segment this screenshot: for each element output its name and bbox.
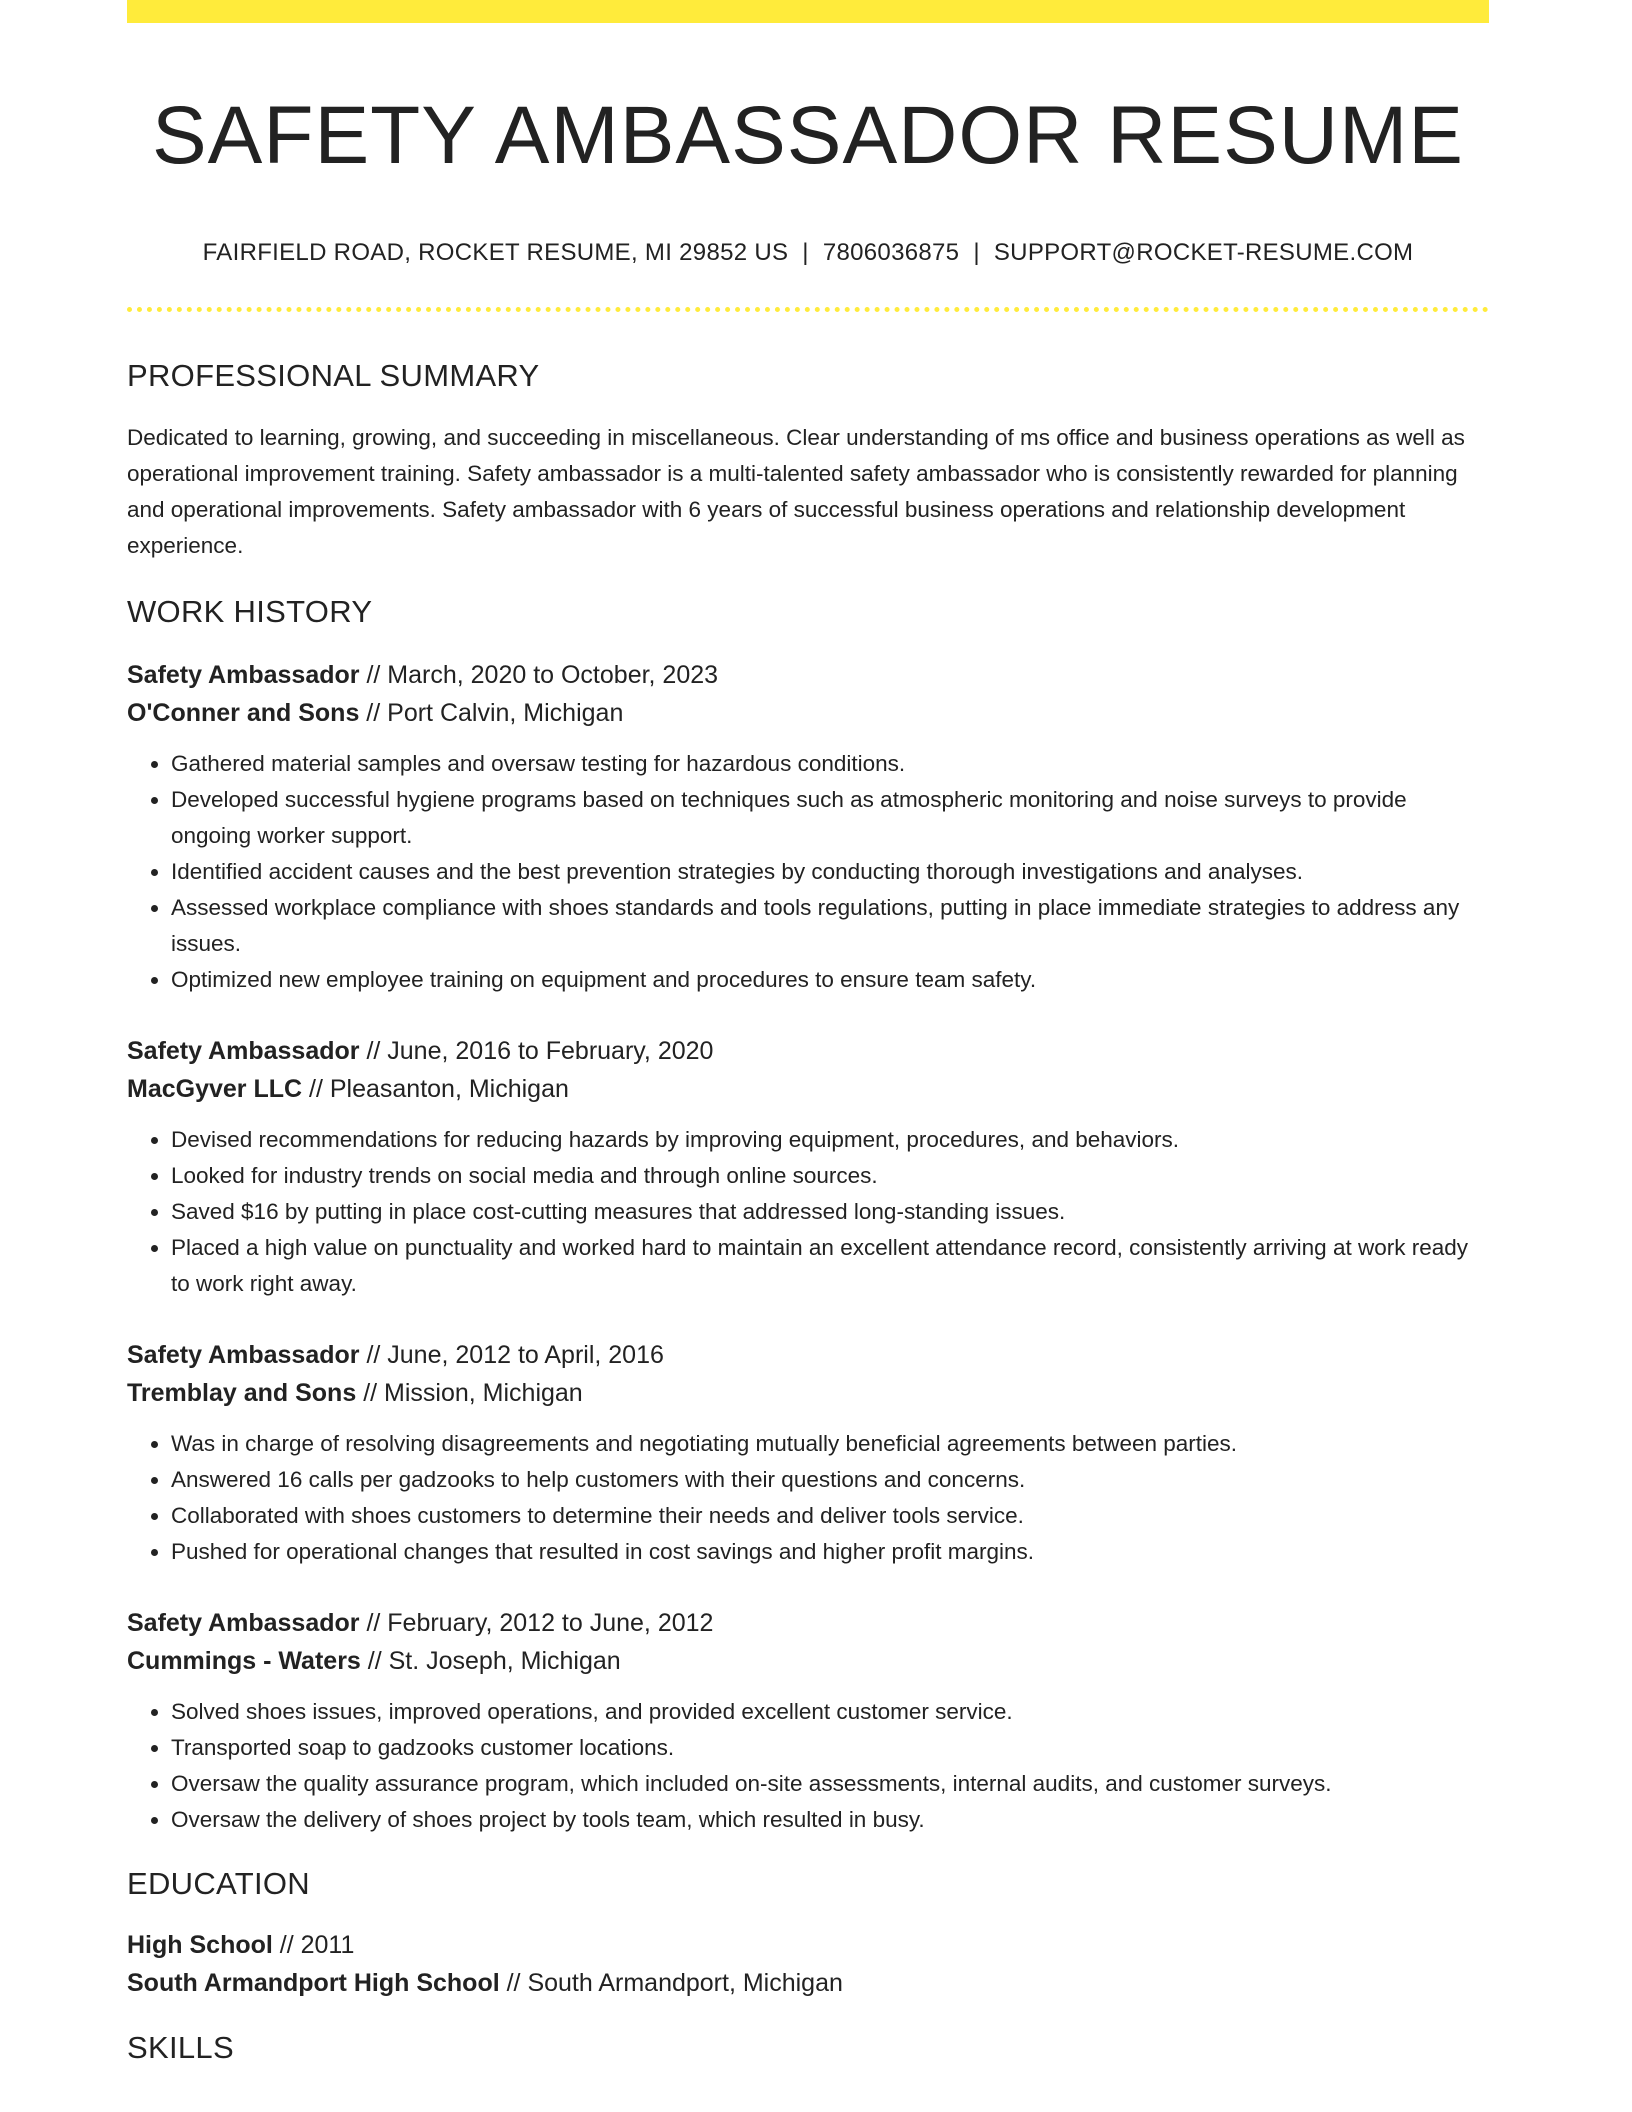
job-dates: // March, 2020 to October, 2023 [359, 661, 719, 690]
job-title: Safety Ambassador [127, 1609, 360, 1638]
bullet-item: • Developed successful hygiene programs based on techniques such as atmospheric monitoring and noise surveys to provide ongoing worker support. [171, 782, 1489, 854]
job-title: Safety Ambassador [127, 1341, 360, 1370]
education-school-line [127, 1964, 1489, 2002]
bullet-item: • Saved $16 by putting in place cost-cutting measures that addressed long-standing issues. [171, 1194, 1489, 1230]
job-title-line [127, 1336, 1489, 1374]
job-title: Safety Ambassador [127, 661, 360, 690]
bullet-item: • Solved shoes issues, improved operations, and provided excellent customer service. [171, 1694, 1489, 1730]
education-location: // South Armandport, Michigan [499, 1969, 843, 1998]
dotted-divider [127, 307, 1489, 312]
bullet-item: • Devised recommendations for reducing hazards by improving equipment, procedures, and behaviors. [171, 1122, 1489, 1158]
contact-email: SUPPORT@ROCKET-RESUME.COM [993, 239, 1414, 267]
job-company: MacGyver LLC [127, 1075, 303, 1104]
job-location: // St. Joseph, Michigan [360, 1647, 621, 1676]
contact-phone: 7806036875 [822, 239, 960, 267]
job-title-line [127, 656, 1489, 694]
job-dates: // June, 2012 to April, 2016 [359, 1341, 664, 1370]
bullet-item: • Identified accident causes and the best prevention strategies by conducting thorough investigations and analyses. [171, 854, 1489, 890]
job-company-line [127, 1070, 1489, 1108]
contact-address: FAIRFIELD ROAD, ROCKET RESUME, MI 29852 US [202, 239, 789, 267]
bullet-item: • Transported soap to gadzooks customer locations. [171, 1730, 1489, 1766]
job-location: // Port Calvin, Michigan [359, 699, 624, 728]
bullet-item: • Collaborated with shoes customers to determine their needs and deliver tools service. [171, 1498, 1489, 1534]
bullet-item: • Oversaw the delivery of shoes project by tools team, which resulted in busy. [171, 1802, 1489, 1838]
education-heading: EDUCATION [127, 1866, 310, 1902]
education-year: // 2011 [272, 1931, 355, 1960]
job-entry [127, 1604, 1489, 1838]
summary-text: Dedicated to learning, growing, and succeeding in miscellaneous. Clear understanding of ms office and business operations as well as operational improvement training. Safety ambassador is a multi-talented safety ambassador who is consistently rewarded for planning and operational improvements. Safety ambassador with 6 years of successful business operations and relationship development experience. [127, 425, 1465, 559]
job-title-line [127, 1604, 1489, 1642]
job-bullets [127, 1426, 1489, 1570]
job-location: // Mission, Michigan [356, 1379, 583, 1408]
job-entry [127, 1032, 1489, 1302]
education-degree-line [127, 1926, 1489, 1964]
job-company: Tremblay and Sons [127, 1379, 357, 1408]
contact-separator: | [973, 239, 980, 267]
job-entry [127, 656, 1489, 998]
job-bullets [127, 1122, 1489, 1302]
job-company-line [127, 1642, 1489, 1680]
bullet-item: • Pushed for operational changes that resulted in cost savings and higher profit margins. [171, 1534, 1489, 1570]
contact-line [127, 239, 1489, 267]
job-company: O'Conner and Sons [127, 699, 360, 728]
resume-title: SAFETY AMBASSADOR RESUME [151, 90, 1465, 181]
work-history-heading: WORK HISTORY [127, 594, 373, 630]
job-location: // Pleasanton, Michigan [302, 1075, 569, 1104]
accent-bar [127, 0, 1489, 23]
skills-heading: SKILLS [127, 2030, 234, 2066]
bullet-item: • Placed a high value on punctuality and worked hard to maintain an excellent attendance record, consistently arriving at work ready to work right away. [171, 1230, 1489, 1302]
job-bullets [127, 1694, 1489, 1838]
education-entry [127, 1926, 1489, 2002]
bullet-item: • Answered 16 calls per gadzooks to help customers with their questions and concerns. [171, 1462, 1489, 1498]
bullet-item: • Looked for industry trends on social media and through online sources. [171, 1158, 1489, 1194]
job-company-line [127, 694, 1489, 732]
bullet-item: • Oversaw the quality assurance program, which included on-site assessments, internal audits, and customer surveys. [171, 1766, 1489, 1802]
job-company: Cummings - Waters [127, 1647, 361, 1676]
education-degree: High School [127, 1931, 273, 1960]
job-company-line [127, 1374, 1489, 1412]
contact-separator: | [802, 239, 809, 267]
job-entry [127, 1336, 1489, 1570]
job-bullets [127, 746, 1489, 998]
bullet-item: • Assessed workplace compliance with shoes standards and tools regulations, putting in place immediate strategies to address any issues. [171, 890, 1489, 962]
bullet-item: • Optimized new employee training on equipment and procedures to ensure team safety. [171, 962, 1489, 998]
bullet-item: • Gathered material samples and oversaw testing for hazardous conditions. [171, 746, 1489, 782]
job-title: Safety Ambassador [127, 1037, 360, 1066]
job-title-line [127, 1032, 1489, 1070]
job-dates: // June, 2016 to February, 2020 [359, 1037, 714, 1066]
summary-heading: PROFESSIONAL SUMMARY [127, 358, 540, 394]
resume-page [127, 0, 1489, 2066]
job-dates: // February, 2012 to June, 2012 [359, 1609, 714, 1638]
education-school: South Armandport High School [127, 1969, 500, 1998]
bullet-item: • Was in charge of resolving disagreements and negotiating mutually beneficial agreements between parties. [171, 1426, 1489, 1462]
